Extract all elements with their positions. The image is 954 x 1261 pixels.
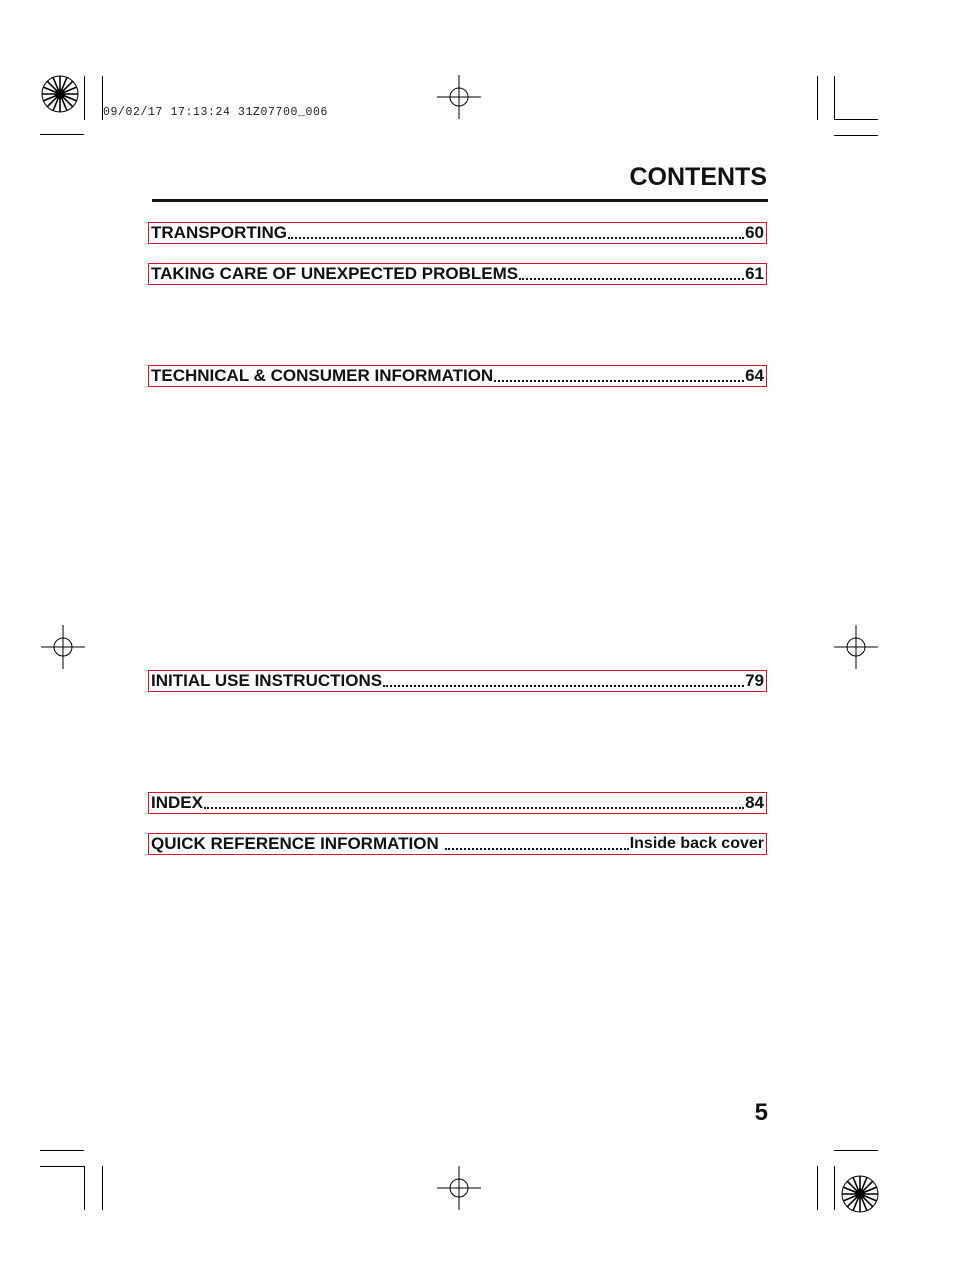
crop-mark-top-right-v1 bbox=[817, 76, 818, 120]
toc-entry-page: 61 bbox=[745, 264, 764, 283]
page-number: 5 bbox=[754, 1099, 768, 1126]
toc-entry-page: 79 bbox=[745, 671, 764, 690]
crop-mark-top-left-v1 bbox=[84, 76, 85, 120]
crop-mark-top-right-v2 bbox=[834, 76, 835, 120]
crop-mark-bottom-right-v2 bbox=[834, 1166, 835, 1210]
toc-entry-initial-use-instructions[interactable] bbox=[148, 670, 767, 692]
crop-mark-bottom-right-h bbox=[834, 1150, 878, 1151]
toc-entry-quick-reference-information[interactable] bbox=[148, 833, 767, 855]
toc-entry-label: TAKING CARE OF UNEXPECTED PROBLEMS bbox=[151, 264, 519, 283]
toc-leader-dots bbox=[383, 685, 744, 687]
toc-leader-dots bbox=[288, 237, 744, 239]
crop-mark-bottom-left-h2 bbox=[40, 1166, 84, 1167]
toc-entry-label: TECHNICAL & CONSUMER INFORMATION bbox=[151, 366, 494, 385]
toc-entry-page: 64 bbox=[745, 366, 764, 385]
registration-starburst-icon bbox=[40, 74, 80, 114]
crosshair-icon bbox=[41, 625, 85, 669]
toc-entry-page: 84 bbox=[745, 793, 764, 812]
toc-entry-label: INDEX bbox=[151, 793, 203, 812]
toc-entry-index[interactable] bbox=[148, 792, 767, 814]
crosshair-icon bbox=[834, 625, 878, 669]
toc-entry-label: TRANSPORTING bbox=[151, 223, 287, 242]
toc-leader-dots bbox=[445, 848, 629, 850]
toc-entry-page: 60 bbox=[745, 223, 764, 242]
crop-mark-top-right-h1 bbox=[834, 119, 878, 120]
crosshair-icon bbox=[437, 75, 481, 119]
toc-entry-page: Inside back cover bbox=[629, 835, 764, 852]
crop-mark-bottom-left-v2 bbox=[102, 1166, 103, 1210]
crop-mark-bottom-left-h1 bbox=[40, 1150, 84, 1151]
toc-leader-dots bbox=[494, 380, 744, 382]
toc-entry-label: QUICK REFERENCE INFORMATION bbox=[151, 834, 439, 853]
crop-mark-top-right-h2 bbox=[834, 135, 878, 136]
toc-entry-unexpected-problems[interactable] bbox=[148, 263, 767, 285]
crop-mark-top-left-h bbox=[40, 134, 84, 135]
toc-leader-dots bbox=[519, 278, 744, 280]
title-rule bbox=[152, 199, 768, 202]
toc-leader-dots bbox=[204, 807, 744, 809]
toc-entry-label: INITIAL USE INSTRUCTIONS bbox=[151, 671, 383, 690]
print-timestamp: 09/02/17 17:13:24 31Z07700_006 bbox=[103, 106, 329, 119]
crosshair-icon bbox=[437, 1166, 481, 1210]
registration-starburst-icon bbox=[840, 1174, 880, 1214]
page-title: CONTENTS bbox=[629, 163, 767, 191]
crop-mark-bottom-right-v1 bbox=[817, 1166, 818, 1210]
toc-entry-transporting[interactable] bbox=[148, 222, 767, 244]
crop-mark-bottom-left-v1 bbox=[84, 1166, 85, 1210]
toc-entry-technical-consumer-information[interactable] bbox=[148, 365, 767, 387]
